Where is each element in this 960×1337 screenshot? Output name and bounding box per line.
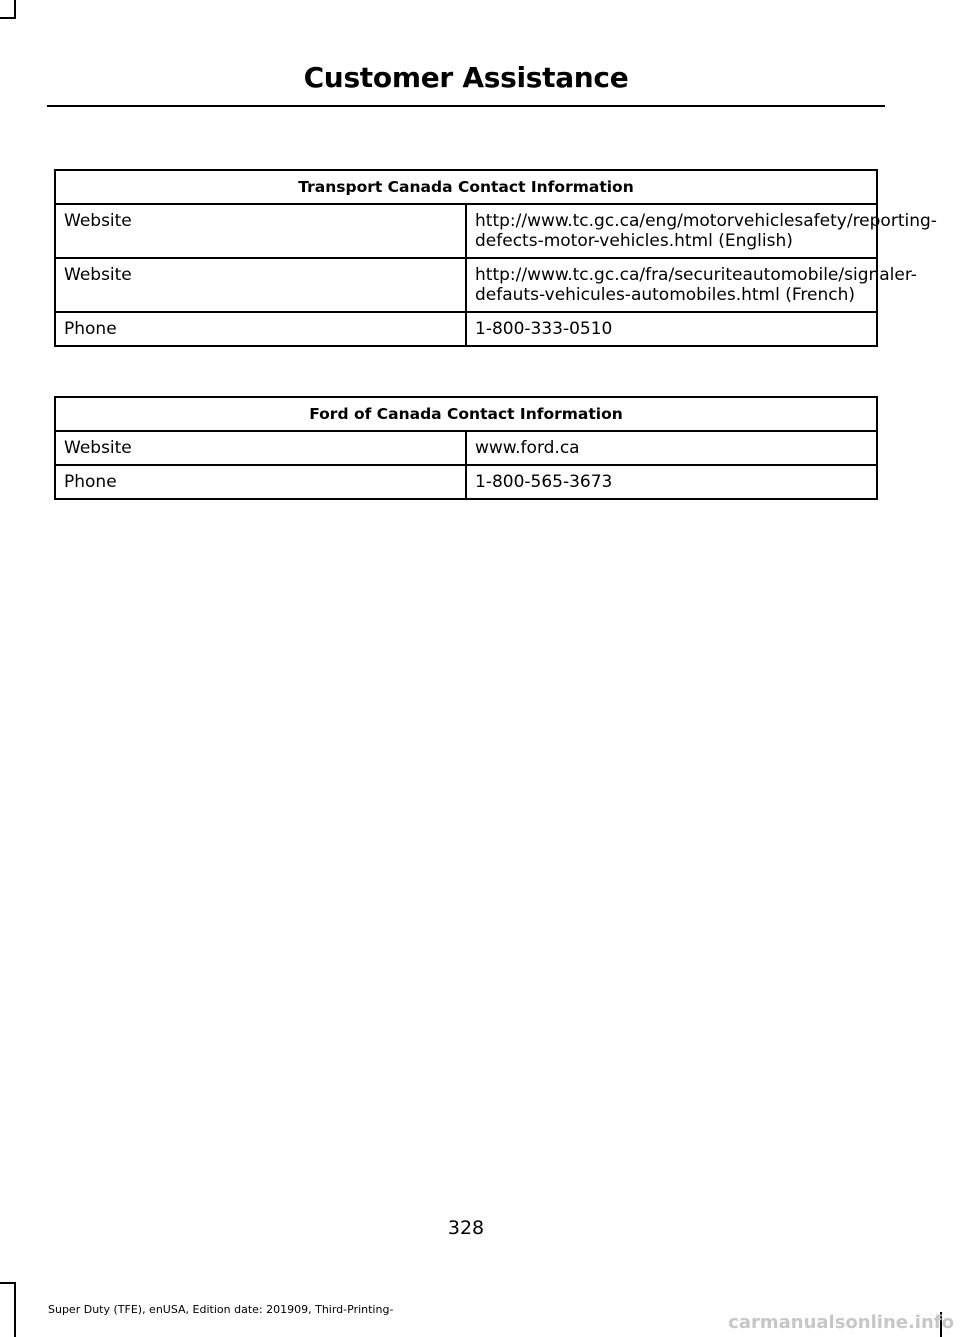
- website-link[interactable]: http://www.tc.gc.ca/fra/securiteautomobile/signaler-defauts-vehicules-automobiles.html (French): [466, 258, 877, 312]
- watermark: carmanualsonline.info: [728, 1312, 954, 1333]
- table-header-row: [55, 397, 877, 431]
- transport-canada-contact-table: [54, 169, 937, 347]
- row-label: Phone: [55, 465, 466, 499]
- table-header-row: [55, 170, 877, 204]
- table-row: [55, 465, 877, 499]
- page-title: Customer Assistance: [303, 61, 629, 94]
- table-caption: Transport Canada Contact Information: [55, 170, 877, 204]
- crop-mark-top-left-horizontal: [0, 17, 16, 19]
- table-caption: Ford of Canada Contact Information: [55, 397, 877, 431]
- ford-canada-contact-table: [54, 396, 878, 500]
- table-row: [55, 204, 877, 258]
- row-label: Website: [55, 204, 466, 258]
- table-row: [55, 312, 877, 346]
- title-divider: [47, 105, 885, 107]
- phone-number: 1-800-333-0510: [466, 312, 877, 346]
- row-label: Website: [55, 258, 466, 312]
- table-row: [55, 258, 877, 312]
- crop-mark-bottom-left-vertical: [14, 1282, 16, 1337]
- crop-mark-top-left-vertical: [14, 0, 16, 18]
- website-link[interactable]: www.ford.ca: [466, 431, 877, 465]
- website-link[interactable]: http://www.tc.gc.ca/eng/motorvehiclesafety/reporting-defects-motor-vehicles.html (English): [466, 204, 877, 258]
- row-label: Phone: [55, 312, 466, 346]
- crop-mark-bottom-left-horizontal: [0, 1282, 16, 1284]
- page-number: 328: [447, 1217, 485, 1239]
- table-row: [55, 431, 877, 465]
- phone-number: 1-800-565-3673: [466, 465, 877, 499]
- row-label: Website: [55, 431, 466, 465]
- edition-footer: Super Duty (TFE), enUSA, Edition date: 201909, Third-Printing-: [48, 1303, 394, 1316]
